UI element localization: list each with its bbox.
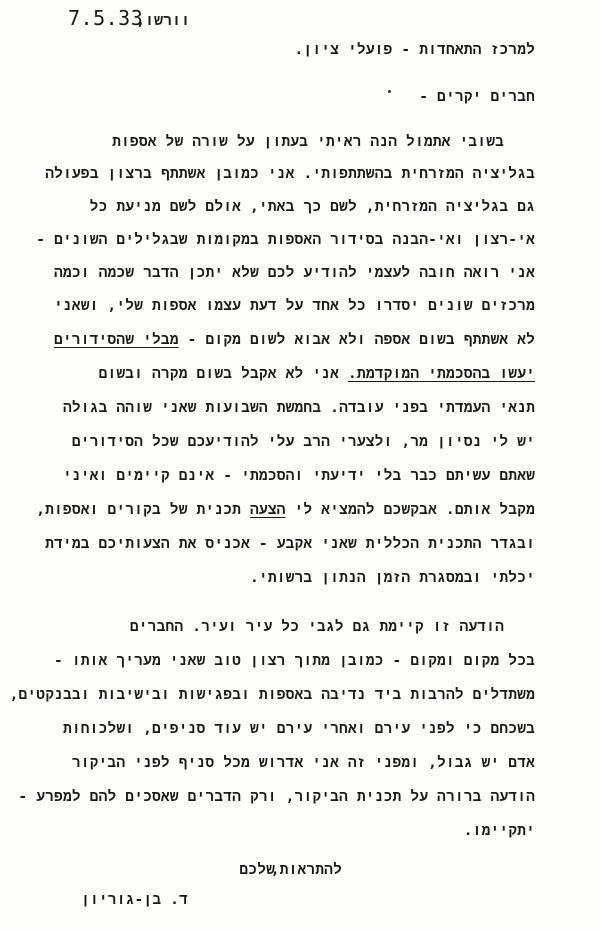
para1-line-9: תנאי העמדתי בפני עובדה. בחמשת השבועות שאני שוהה בגולה — [62, 400, 535, 416]
para1-line-12-text-b: תכנית של בקורים ואספות, — [36, 502, 250, 518]
para1-line-6: מרכזים שונים יסדרו כל אחד על דעת עצמו אספות שלי, ושאני — [54, 298, 535, 314]
letter-date: 7.5.33 — [68, 6, 144, 30]
para1-line-12 — [36, 500, 535, 520]
para2-line-7: יתקיימו. — [463, 823, 535, 839]
letter-city: וורשו, — [136, 11, 191, 29]
para1-line-8 — [99, 364, 535, 384]
para1-line-14: יכלתי ובמסגרת הזמן הנתון ברשותי. — [250, 570, 535, 586]
para1-line-5: אני רואה חובה לעצמי להודיע לכם שלא יתכן הדבר שכמה וכמה — [54, 265, 535, 281]
para1-line-2: בגליציה המזרחית בהשתתפותי. אני כמובן אשתתף ברצון בפעולה — [45, 166, 535, 182]
closing-yours: שלכם — [239, 862, 275, 878]
para1-line-12-text-a: מקבל אותם. אבקשכם להמציא לי — [285, 502, 535, 518]
para1-line-13: ובגדר התכנית הכללית שאני אקבע - אכניס את הצעותיכם במידת — [45, 536, 535, 552]
para2-line-6: הודעה ברורה על תכנית הביקור, ורק הדברים שאסכים להם למפרע - — [18, 789, 535, 805]
ink-speck — [388, 90, 391, 93]
para1-line-3: גם בגליציה המזרחית, לשם כך באתי, אולם לשם מניעת כל — [89, 199, 535, 215]
para1-line-1: בשובי אתמול הנה ראיתי בעתון על שורה של אספות — [112, 134, 504, 150]
addressee: למרכז התאחדות - פועלי ציון. — [294, 42, 535, 58]
para1-line-7 — [54, 330, 535, 350]
para2-line-4: בשכחם כי לפני עירם ואחרי עירם יש עוד סניפים, ושלכוחות — [62, 721, 535, 737]
signature: ד. בן-גוריון — [81, 892, 188, 908]
para1-line-4: אי-רצון ואי-הבנה בסידור האספות במקומות שבגלילים השונים - — [36, 232, 535, 248]
para2-line-2: בכל מקום ומקום - כמובן מתוך רצון טוב שאני מעריך אותו - — [53, 653, 535, 669]
para1-line-8-text: אני לא אקבל בשום מקרה ובשום — [98, 366, 348, 382]
underlined-without-arrangements: מבלי שהסידורים — [54, 332, 179, 348]
para2-line-1: הודעה זו קיימת גם לגבי כל עיר ועיר. החברים — [129, 619, 504, 635]
para2-line-3: משתדלים להרבות ביד נדיבה באספות ובפגישות ובישיבות ובבנקטים, — [9, 687, 535, 703]
salutation: חברים יקרים - — [419, 89, 535, 105]
underlined-prior-consent: יעשו בהסכמתי המוקדמת. — [347, 366, 535, 382]
para1-line-7-text: לא אשתתף בשום אספה ולא אבוא לשום מקום - — [178, 332, 535, 348]
para1-line-11: שאתם עשיתם כבר בלי ידיעתי והסכמתי - אינם קיימים ואיני — [62, 468, 535, 484]
para1-line-10: יש לי נסיון מר, ולצערי הרב עלי להודיעכם שכל הסידורים — [71, 434, 535, 450]
closing-regards: להתראות, — [270, 862, 342, 878]
underlined-proposal: הצעה — [249, 502, 286, 518]
para2-line-5: אדם יש גבול, ומפני זה אני אדרוש מכל סניף לפני הביקור — [71, 755, 535, 771]
